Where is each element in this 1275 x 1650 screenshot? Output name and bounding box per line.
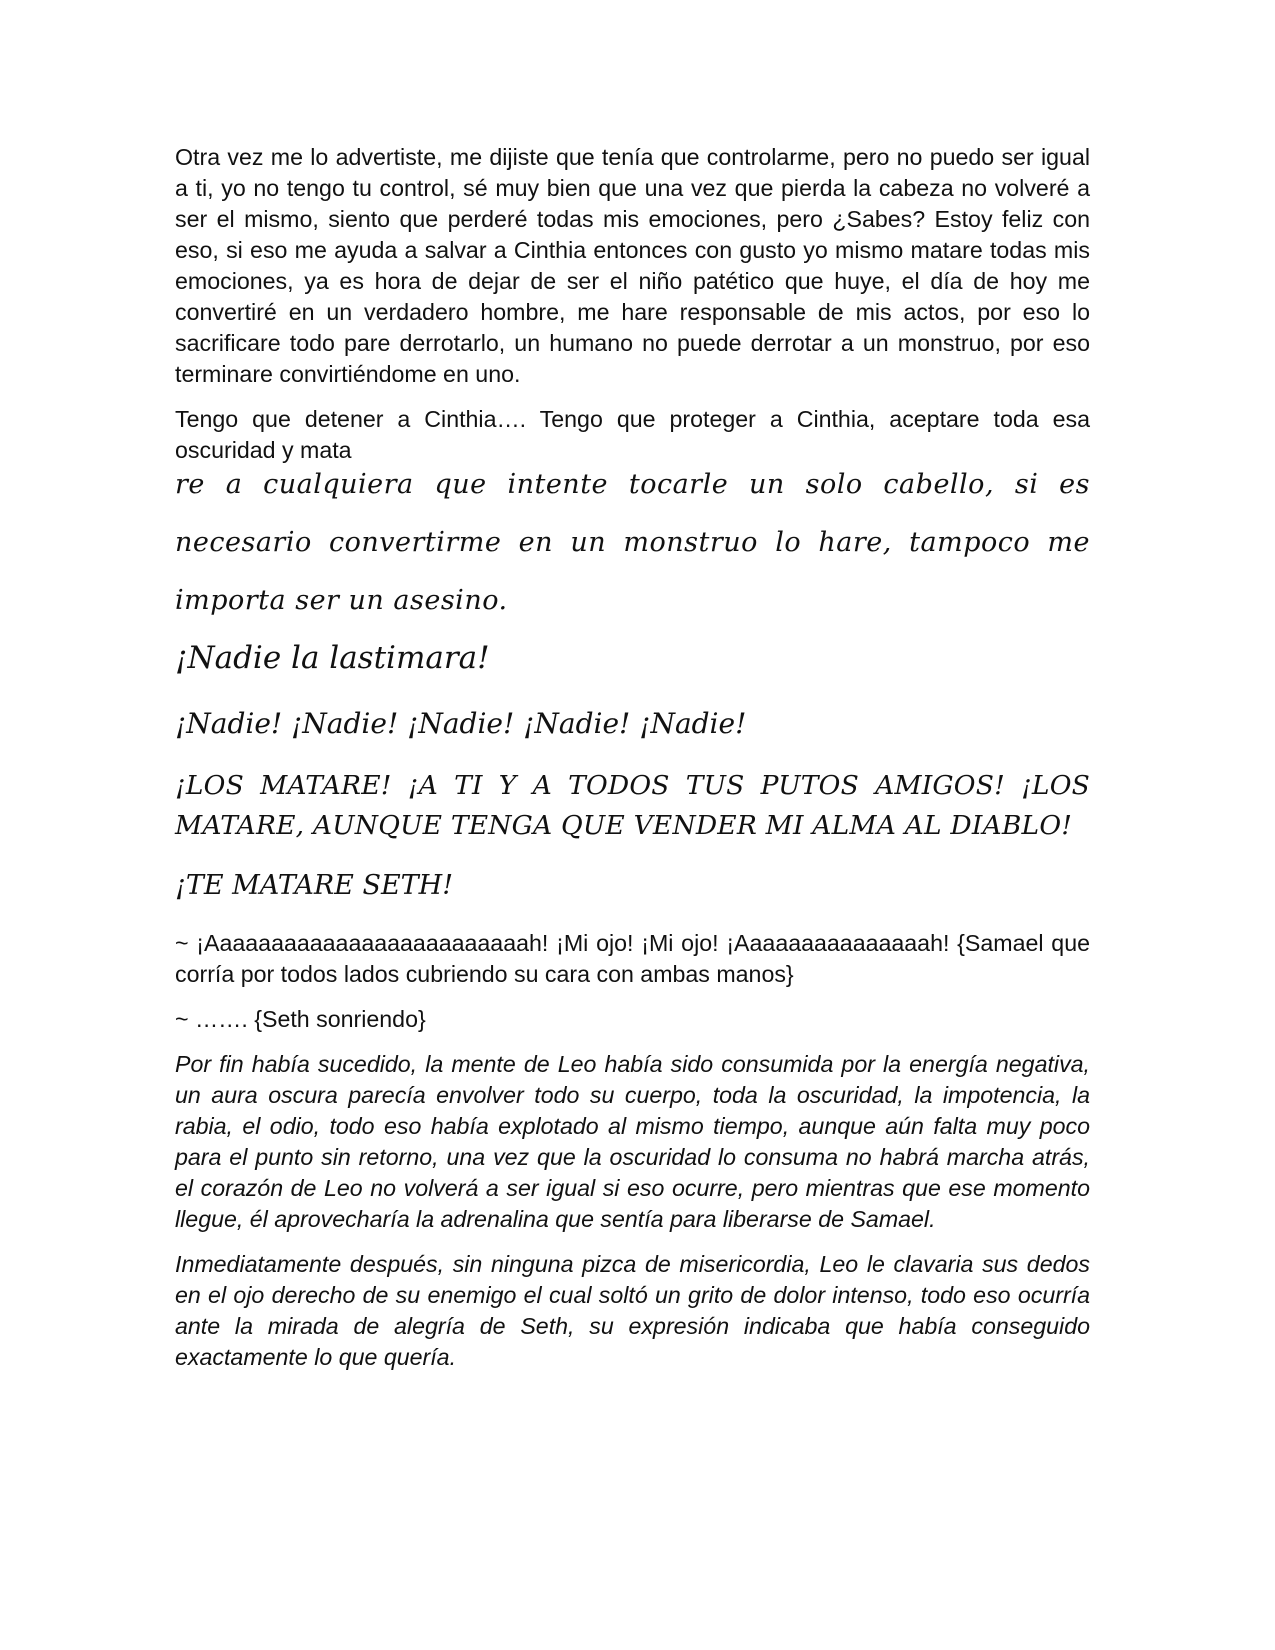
paragraph-1: Otra vez me lo advertiste, me dijiste que tenía que controlarme, pero no puedo ser igual a ti, yo no tengo tu control, sé muy bien que una vez que pierda la cabeza no volveré a ser el mismo, siento que perderé todas mis emociones, pero ¿Sabes? Estoy feliz con eso, si eso me ayuda a salvar a Cinthia entonces con gusto yo mismo matare todas mis emociones, ya es hora de dejar de ser el niño patético que huye, el día de hoy me convertiré en un verdadero hombre, me hare responsable de mis actos, por eso lo sacrificare todo pare derrotarlo, un humano no puede derrotar a un monstruo, por eso terminare convirtiéndome en uno. bbox=[175, 144, 1090, 387]
paragraph-2-plain: Tengo que detener a Cinthia…. Tengo que proteger a Cinthia, aceptare toda esa oscuridad y mata bbox=[175, 406, 1090, 463]
paragraph-2-continuation bbox=[175, 456, 1090, 630]
narration-1: Por fin había sucedido, la mente de Leo había sido consumida por la energía negativa, un aura oscura parecía envolver todo su cuerpo, toda la oscuridad, la impotencia, la rabia, el odio, todo eso había explotado al mismo tiempo, aunque aún falta muy poco para el punto sin retorno, una vez que la oscuridad lo consuma no habrá marcha atrás, el corazón de Leo no volverá a ser igual si eso ocurre, pero mientras que ese momento llegue, él aprovecharía la adrenalina que sentía para liberarse de Samael. bbox=[175, 1051, 1090, 1232]
shout-nadie-repeat: ¡Nadie! ¡Nadie! ¡Nadie! ¡Nadie! ¡Nadie! bbox=[175, 707, 747, 740]
dialogue-samael: ~ ¡Aaaaaaaaaaaaaaaaaaaaaaaaah! ¡Mi ojo! ¡Mi ojo! ¡Aaaaaaaaaaaaaaah! {Samael que corría por todos lados cubriendo su cara con ambas manos} bbox=[175, 930, 1090, 987]
shout-nadie-lastimara: ¡Nadie la lastimara! bbox=[175, 640, 490, 676]
document-page bbox=[175, 142, 1090, 1387]
paragraph-2-script: re a cualquiera que intente tocarle un solo cabello, si es necesario convertirme en un monstruo lo hare, tampoco me importa ser un asesino. bbox=[175, 469, 1090, 616]
narration-2: Inmediatamente después, sin ninguna pizca de misericordia, Leo le clavaria sus dedos en el ojo derecho de su enemigo el cual soltó un grito de dolor intenso, todo eso ocurría ante la mirada de alegría de Seth, su expresión indicaba que había conseguido exactamente lo que quería. bbox=[175, 1251, 1090, 1370]
shout-te-matare-seth: ¡TE MATARE SETH! bbox=[175, 870, 454, 901]
dialogue-seth: ~ ……. {Seth sonriendo} bbox=[175, 1006, 426, 1032]
shout-los-matare: ¡LOS MATARE! ¡A TI Y A TODOS TUS PUTOS AMIGOS! ¡LOS MATARE, AUNQUE TENGA QUE VENDER MI ALMA AL DIABLO! bbox=[175, 770, 1090, 841]
